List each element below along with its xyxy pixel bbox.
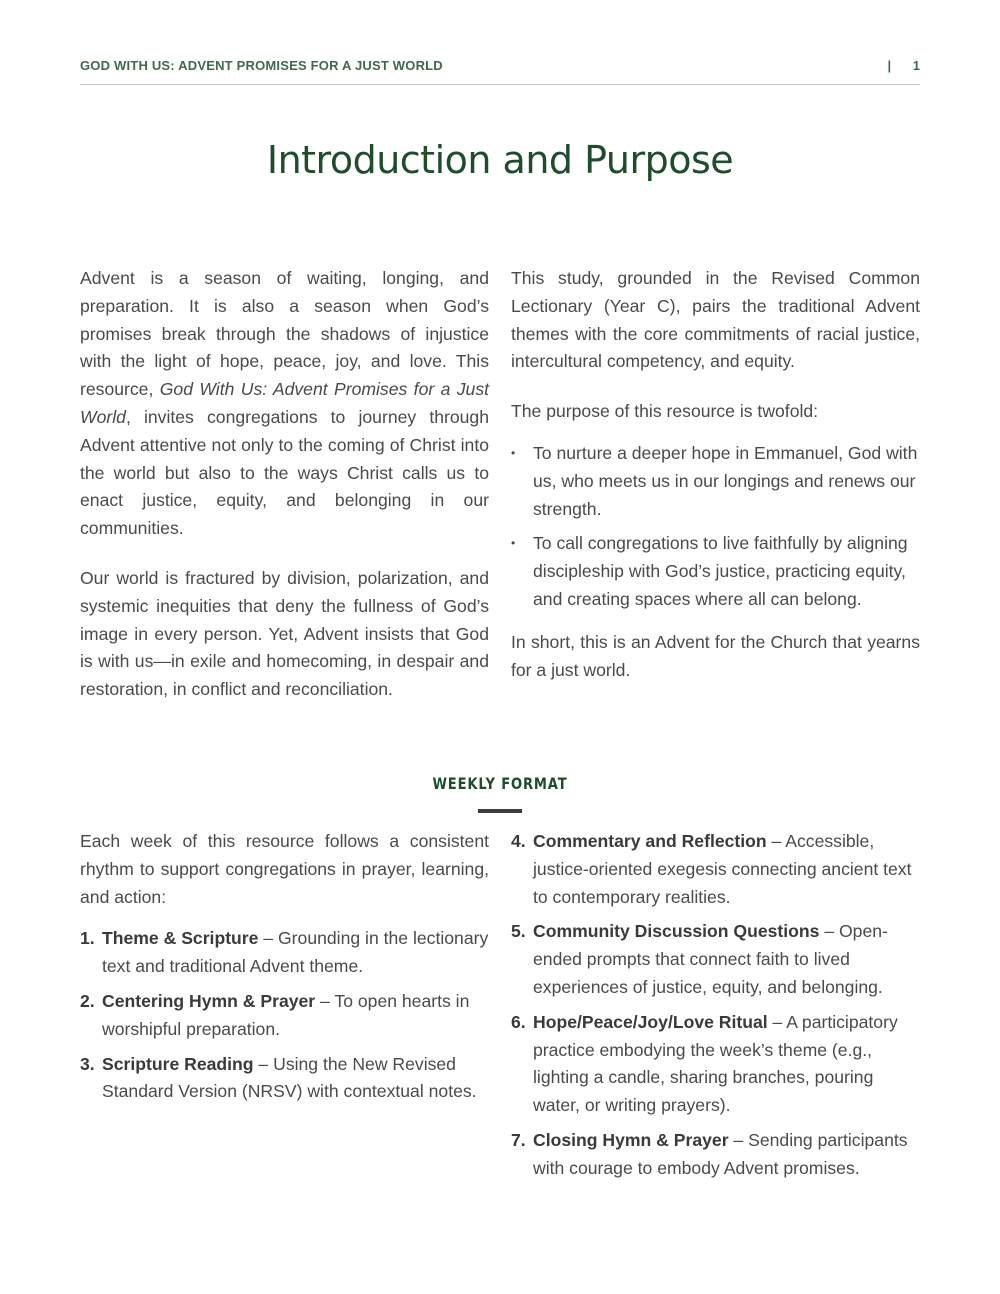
step-description: – A participatory practice embodying the week’s theme (e.g., lighting a candle, sharing branches, pouring water, or writing prayers). [533, 1011, 898, 1116]
purpose-item-text: To call congregations to live faithfully by aligning discipleship with God’s justice, practicing equity, and creating spaces where all can belong. [533, 533, 908, 609]
weekly-intro: Each week of this resource follows a consistent rhythm to support congregations in prayer, learning, and action: [80, 831, 489, 907]
bullet-icon: • [511, 445, 516, 460]
weekly-step [511, 1009, 920, 1120]
step-title: Community Discussion Questions [533, 921, 820, 942]
weekly-step [511, 1127, 920, 1183]
step-number: 5. [511, 921, 526, 942]
step-title: Centering Hymn & Prayer [102, 990, 316, 1011]
weekly-step [80, 1051, 489, 1107]
purpose-list-item [511, 440, 920, 523]
intro-left-column [80, 265, 489, 704]
step-description: – Open-ended prompts that connect faith to lived experiences of justice, equity, and belonging. [533, 921, 888, 997]
weekly-step [80, 988, 489, 1044]
step-number: 7. [511, 1129, 526, 1150]
weekly-steps-list-a [80, 925, 489, 1106]
step-number: 4. [511, 831, 526, 851]
intro-paragraph-1-text: Advent is a season of waiting, longing, and preparation. It is also a season when God’s promises break through the shadows of injustice with the light of hope, peace, joy, and love. This resource, [80, 268, 489, 400]
weekly-format-heading: WEEKLY FORMAT [432, 774, 568, 793]
step-description: – To open hearts in worshipful preparation. [102, 990, 470, 1039]
bullet-icon: • [511, 536, 516, 551]
intro-right-column [511, 265, 920, 684]
weekly-steps-list-b [511, 828, 920, 1183]
weekly-left-column [80, 828, 489, 1113]
weekly-step [80, 925, 489, 981]
page-indicator [888, 58, 921, 73]
purpose-list [511, 440, 920, 614]
step-number: 6. [511, 1011, 526, 1032]
step-description: – Grounding in the lectionary text and traditional Advent theme. [102, 928, 489, 977]
running-header [80, 58, 920, 85]
step-title: Closing Hymn & Prayer [533, 1129, 729, 1150]
resource-title-italic: God With Us: Advent Promises for a Just World [80, 379, 490, 427]
step-title: Commentary and Reflection [533, 831, 767, 851]
step-title: Hope/Peace/Joy/Love Ritual [533, 1011, 768, 1032]
step-number: 3. [80, 1053, 95, 1074]
step-description: – Accessible, justice-oriented exegesis connecting ancient text to contemporary realities. [533, 831, 912, 907]
intro-paragraph-2: Our world is fractured by division, polarization, and systemic inequities that deny the fullness of God’s image in every person. Yet, Advent insists that God is with us—in exile and homecoming, in despair and restoration, in conflict and reconciliation. [80, 567, 489, 700]
purpose-item-text: To nurture a deeper hope in Emmanuel, God with us, who meets us in our longings and renews our strength. [533, 442, 918, 519]
step-title: Theme & Scripture [102, 928, 259, 949]
step-description: – Sending participants with courage to embody Advent promises. [533, 1129, 908, 1178]
section-divider [478, 809, 522, 813]
document-title: GOD WITH US: ADVENT PROMISES FOR A JUST WORLD [80, 58, 443, 73]
intro-paragraph-1-text-end: , invites congregations to journey through Advent attentive not only to the coming of Christ into the world but also to the ways Christ calls us to enact justice, equity, and belonging in our communities. [80, 406, 489, 539]
page-title: Introduction and Purpose [266, 138, 734, 182]
purpose-intro: The purpose of this resource is twofold: [511, 401, 819, 422]
purpose-list-item [511, 530, 920, 613]
intro-closing: In short, this is an Advent for the Church that yearns for a just world. [511, 631, 920, 680]
weekly-right-column [511, 828, 920, 1190]
step-title: Scripture Reading [102, 1053, 254, 1074]
intro-paragraph-1 [80, 265, 489, 543]
step-description: – Using the New Revised Standard Version (NRSV) with contextual notes. [102, 1053, 477, 1102]
weekly-step [511, 828, 920, 911]
intro-paragraph-3: This study, grounded in the Revised Common Lectionary (Year C), pairs the traditional Advent themes with the core commitments of racial justice, intercultural competency, and equity. [511, 268, 920, 372]
weekly-step [511, 918, 920, 1001]
step-number: 2. [80, 990, 95, 1011]
page-number: 1 [912, 58, 920, 73]
step-number: 1. [80, 928, 95, 949]
header-separator: | [887, 58, 892, 73]
